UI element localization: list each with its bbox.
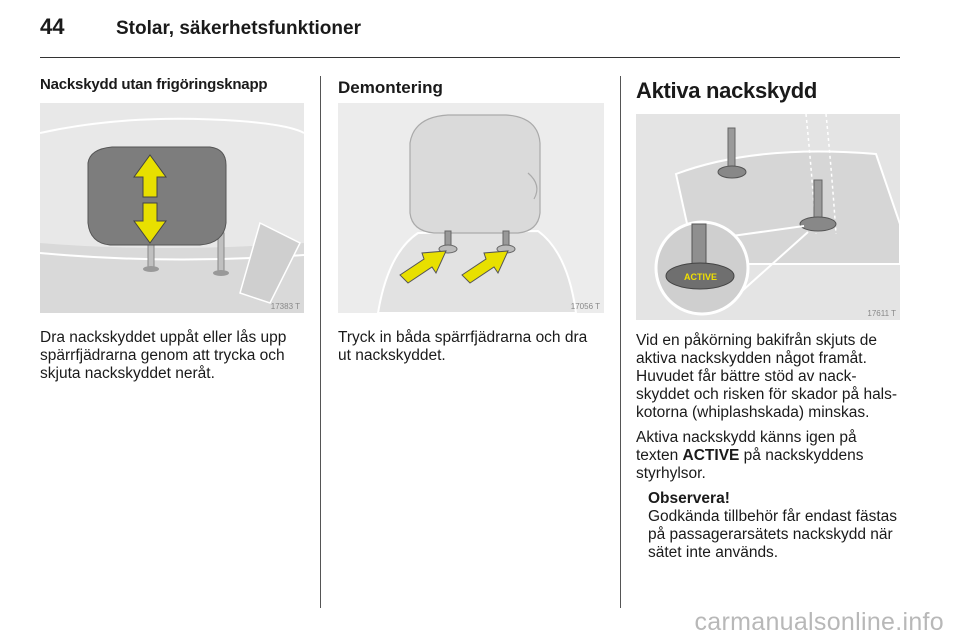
note-line: Godkända tillbehör får endast fästas	[648, 508, 898, 525]
section-heading-active-headrests: Aktiva nackskydd	[636, 78, 818, 103]
illustration-headrest-adjust	[40, 103, 304, 313]
text-line: Huvudet får bättre stöd av nack-	[636, 368, 857, 385]
text-line: kotorna (whiplashskada) minskas.	[636, 404, 870, 421]
active-term: ACTIVE	[682, 447, 740, 464]
illustration-headrest-removal	[338, 103, 604, 313]
note-line: på passagerarsätets nackskydd när	[648, 526, 893, 543]
header-rule	[40, 57, 900, 58]
text-run: texten	[636, 447, 683, 464]
column-divider-2	[620, 76, 621, 608]
text-line: Vid en påkörning bakifrån skjuts de	[636, 332, 877, 349]
note-line: sätet inte används.	[648, 544, 779, 561]
figure-code: 17383 T	[270, 302, 300, 311]
text-line: ut nackskyddet.	[338, 347, 446, 364]
illustration-active-headrest	[636, 114, 900, 320]
active-label: ACTIVE	[684, 272, 718, 282]
text-line: skyddet och risken för skador på hals-	[636, 386, 898, 403]
page-title: Stolar, säkerhetsfunktioner	[116, 18, 361, 39]
text-line: skjuta nackskyddet neråt.	[40, 365, 215, 382]
text-line: spärrfjädrarna genom att trycka och	[40, 347, 285, 364]
text-run: på nackskyddens	[739, 447, 864, 464]
watermark: carmanualsonline.info	[694, 608, 944, 636]
text-line: Aktiva nackskydd känns igen på	[636, 429, 857, 446]
text-line: aktiva nackskydden något framåt.	[636, 350, 867, 367]
section-heading-removal: Demontering	[338, 78, 443, 97]
page-number: 44	[40, 14, 65, 39]
section-heading-no-release-button: Nackskydd utan frigöringsknapp	[40, 76, 268, 93]
text-line-with-bold	[636, 446, 863, 465]
note-title: Observera!	[648, 490, 730, 507]
figure-code: 17611 T	[867, 309, 896, 318]
text-line: styrhylsor.	[636, 465, 706, 482]
text-line: Dra nackskyddet uppåt eller lås upp	[40, 329, 287, 346]
text-line: Tryck in båda spärrfjädrarna och dra	[338, 329, 588, 346]
column-divider-1	[320, 76, 321, 608]
figure-code: 17056 T	[570, 302, 600, 311]
